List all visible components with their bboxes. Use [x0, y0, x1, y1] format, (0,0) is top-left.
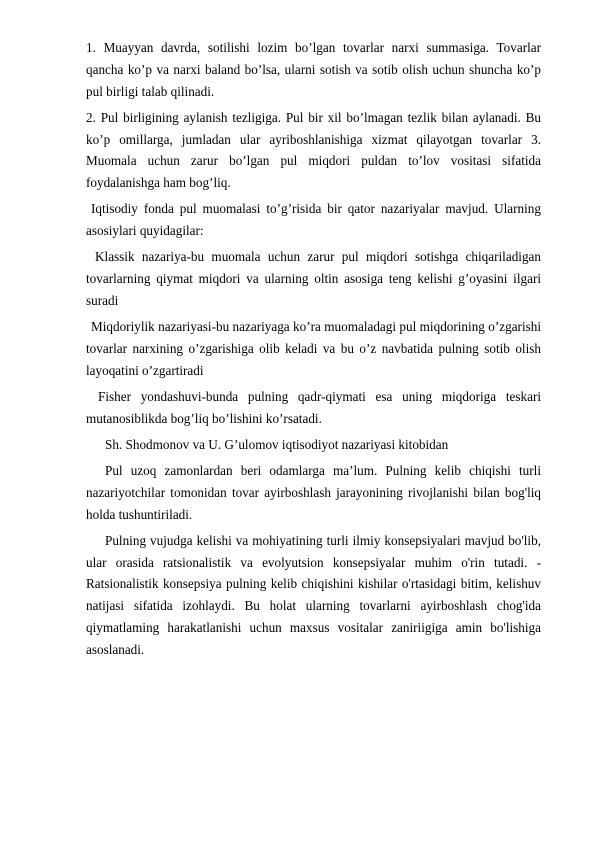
paragraph-9: Pulning vujudga kelishi va mohiyatining turli ilmiy konsepsiyalari mavjud bo'lib, ular orasida ratsionalistik va evolyutsion konsepsiyalar muhim o'rin tutadi. -Ratsionalistik konsepsiya pulning kelib chiqishini kishilar o'rtasidagi bitim, kelishuv natijasi sifatida izohlaydi. Bu holat ularning tovarlarni ayirboshlash chog'ida qiymatlaming harakatlanishi uchun maxsus vositalar zaniriigiga amin bo'lishiga asoslanadi.: [86, 532, 541, 657]
paragraph-5: Miqdoriylik nazariyasi-bu nazariyaga ko’ra muomaladagi pul miqdorining o’zgarishi tovarlar narxining o’zgarishiga olib keladi va bu o’z navbatida pulning sotib olish layoqatini o’zgartiradi: [86, 319, 541, 378]
paragraph-6: Fisher yondashuvi-bunda pulning qadr-qiymati esa uning miqdoriga teskari mutanosiblikda bog’liq bo’lishini ko’rsatadi.: [86, 388, 541, 426]
paragraph-8: Pul uzoq zamonlardan beri odamlarga ma’lum. Pulning kelib chiqishi turli nazariyotchilar tomonidan tovar ayirboshlash jarayonining rivojlanishi bilan bog'liq holda tushuntiriladi.: [86, 463, 541, 522]
paragraph-7: Sh. Shodmonov va U. G’ulomov iqtisodiyot nazariyasi kitobidan: [105, 436, 449, 452]
document-page: [86, 37, 541, 660]
paragraph-3: Iqtisodiy fonda pul muomalasi to’g’risida bir qator nazariyalar mavjud. Ularning asosiylari quyidagilar:: [86, 201, 541, 238]
paragraph-4: Klassik nazariya-bu muomala uchun zarur pul miqdori sotishga chiqariladigan tovarlarning qiymat miqdori va ularning oltin asosiga teng kelishi g’oyasini ilgari suradi: [86, 249, 541, 308]
paragraph-2: 2. Pul birligining aylanish tezligiga. Pul bir xil bo’lmagan tezlik bilan aylanadi. Bu ko’p omillarga, jumladan ular ayriboshlanishiga xizmat qilayotgan tovarlar 3. Muomala uchun zarur bo’lgan pul miqdori puldan to’lov vositasi sifatida foydalanishga ham bog’liq.: [86, 109, 541, 190]
paragraph-1: 1. Muayyan davrda, sotilishi lozim bo’lgan tovarlar narxi summasiga. Tovarlar qancha ko’p va narxi baland bo’lsa, ularni sotish va sotib olish uchun shuncha ko’p pul birligi talab qilinadi.: [86, 40, 541, 99]
